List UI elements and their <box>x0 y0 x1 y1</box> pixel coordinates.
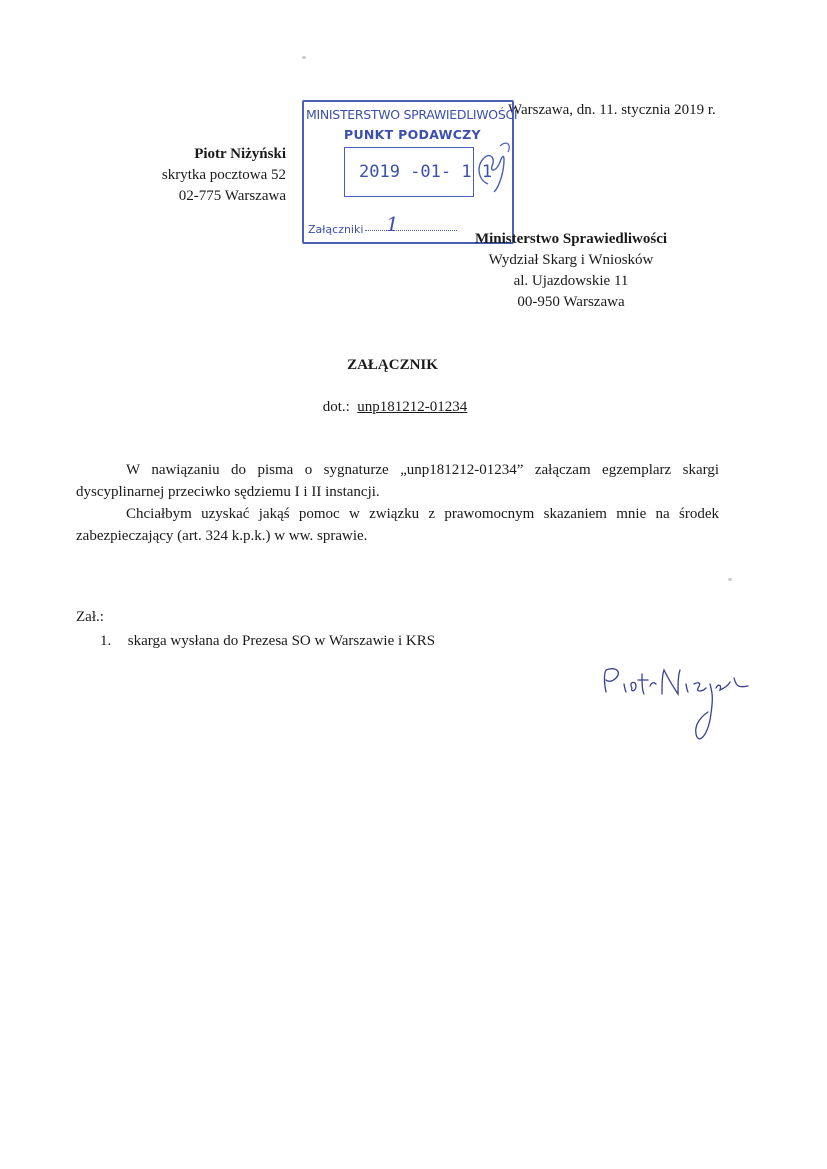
recipient-line1: Wydział Skarg i Wniosków <box>488 252 654 268</box>
stamp-date: 2019 -01- 1 1 <box>359 162 493 182</box>
sender-address-line2: 02-775 Warszawa <box>178 188 286 204</box>
handwritten-signature <box>598 660 758 760</box>
stamp-initials-icon <box>470 136 520 196</box>
reference-label: dot.: <box>322 399 350 415</box>
scan-speck <box>728 578 732 581</box>
letter-date: Warszawa, dn. 11. stycznia 2019 r. <box>508 102 716 118</box>
sender-name: Piotr Niżyński <box>194 146 286 162</box>
sender-address-line1: skrytka pocztowa 52 <box>161 167 286 183</box>
letter-body <box>76 459 719 547</box>
stamp-attachments-label: Załączniki <box>308 223 364 236</box>
attachments-label: Zał.: <box>76 609 104 625</box>
body-paragraph-2: Chciałbym uzyskać jakąś pomoc w związku z prawomocnym skazaniem mnie na środek zabezpieczający (art. 324 k.p.k.) w ww. sprawie. <box>76 506 719 544</box>
document-title: ZAŁĄCZNIK <box>347 357 438 373</box>
attachment-item <box>100 633 435 650</box>
stamp-office-name: PUNKT PODAWCZY <box>344 127 481 142</box>
sender-block <box>130 144 286 207</box>
recipient-line2: al. Ujazdowskie 11 <box>513 273 629 289</box>
recipient-name: Ministerstwo Sprawiedliwości <box>474 231 668 247</box>
stamp-date-box <box>344 147 493 197</box>
recipient-block <box>455 229 687 313</box>
stamp-attachments-count: 1 <box>386 212 399 236</box>
body-paragraph-1: W nawiązaniu do pisma o sygnaturze „unp181212-01234” załączam egzemplarz skargi dyscyplinarnej przeciwko sędziemu I i II instancji. <box>76 462 719 500</box>
stamp-attachments <box>308 223 457 236</box>
stamp-ministry-name: MINISTERSTWO SPRAWIEDLIWOŚCI <box>306 107 518 122</box>
attachment-item-text: skarga wysłana do Prezesa SO w Warszawie i KRS <box>127 633 436 649</box>
attachment-item-number: 1. <box>100 633 112 649</box>
reference-code: unp181212-01234 <box>357 399 468 415</box>
recipient-line3: 00-950 Warszawa <box>517 294 625 310</box>
reference-line <box>0 399 790 416</box>
scan-speck <box>302 56 306 59</box>
